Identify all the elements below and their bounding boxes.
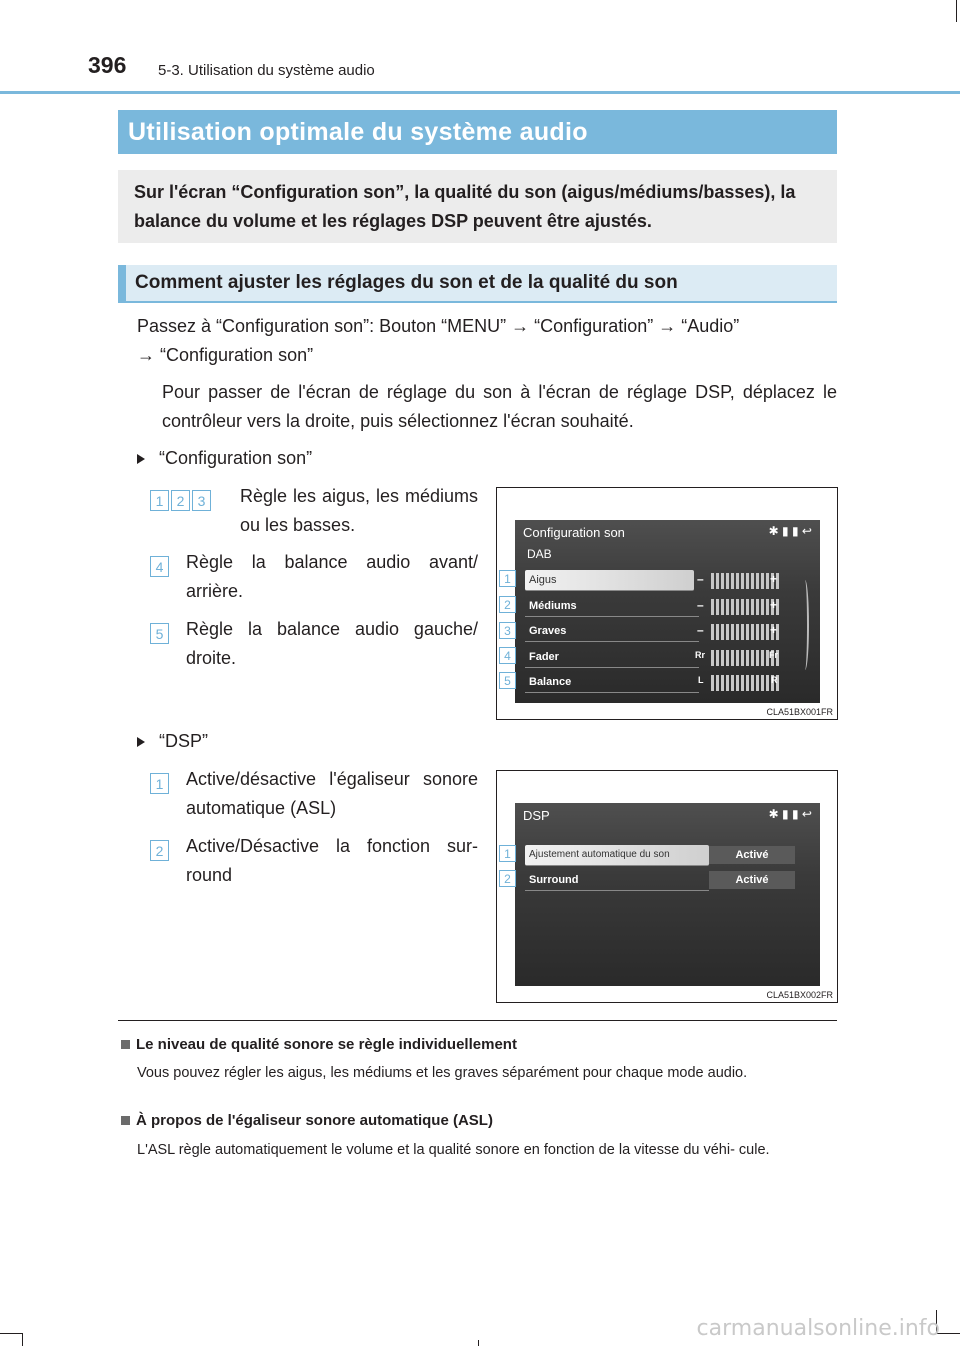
slider-mediums[interactable] xyxy=(711,599,779,615)
row-label: Surround xyxy=(529,874,579,886)
config-item-text: Règle la balance audio avant/ arrière. xyxy=(186,552,478,601)
dsp-item-text: Active/Désactive la fonction sur- round xyxy=(186,836,478,885)
row-fader[interactable] xyxy=(525,647,699,668)
header-rule xyxy=(0,91,960,94)
notes-divider xyxy=(118,1020,837,1021)
callout-4: 4 xyxy=(499,647,516,664)
screen-title: DSP xyxy=(523,808,550,823)
minus-sign: – xyxy=(697,598,704,612)
rear-sign: Rr xyxy=(695,650,706,660)
config-heading-text: “Configuration son” xyxy=(159,448,313,468)
callout-number: 5 xyxy=(150,623,169,644)
status-icons: ✱ ▮ ▮ ↩ xyxy=(768,524,812,538)
note-1-body: Vous pouvez régler les aigus, les médiums et les graves séparément pour chaque mode audio. xyxy=(137,1065,748,1081)
note-2-body: L'ASL règle automatiquement le volume et la qualité sonore en fonction de la vitesse du véhi- cule. xyxy=(137,1142,770,1158)
crop-mark xyxy=(478,1340,479,1346)
intro-text: Sur l'écran “Configuration son”, la qualité du son (aigus/médiums/basses), la balance du volume et les réglages DSP peuvent être ajustés. xyxy=(134,182,796,231)
figure-dsp xyxy=(496,770,838,1003)
row-surround[interactable] xyxy=(525,870,709,891)
subsection-title-bar xyxy=(118,265,837,303)
triangle-bullet-icon xyxy=(137,454,145,464)
plus-sign: + xyxy=(770,598,778,612)
slider-graves[interactable] xyxy=(711,624,779,640)
status-icons: ✱ ▮ ▮ ↩ xyxy=(768,807,812,821)
note-title-text: Le niveau de qualité sonore se règle individuellement xyxy=(136,1036,517,1053)
front-sign: Fr xyxy=(769,650,778,660)
crop-mark xyxy=(0,1333,22,1334)
callout-2: 2 xyxy=(499,870,516,887)
config-item-text: Règle la balance audio gauche/ droite. xyxy=(186,619,478,668)
row-label: Graves xyxy=(529,625,567,637)
config-heading xyxy=(137,444,312,473)
callout-3: 3 xyxy=(499,622,516,639)
row-auto-adjust[interactable] xyxy=(525,845,709,866)
sound-config-screen xyxy=(515,520,820,703)
note-title-text: À propos de l'égaliseur sonore automatique (ASL) xyxy=(136,1112,493,1129)
subsection-marker xyxy=(118,265,126,303)
nav-line-1: Passez à “Configuration son”: Bouton “MENU” → “Configuration” → “Audio” xyxy=(137,316,740,336)
dsp-screen xyxy=(515,803,820,986)
slider-aigus[interactable] xyxy=(711,573,779,589)
nav-note: Pour passer de l'écran de réglage du son à l'écran de réglage DSP, déplacez le contrôleur vers la droite, puis sélectionnez l'écran souhaité. xyxy=(162,382,837,431)
callout-number: 2 xyxy=(171,490,190,511)
section-title-bar xyxy=(118,110,837,154)
nav-line-2: → “Configuration son” xyxy=(137,345,314,365)
square-bullet-icon xyxy=(121,1040,130,1049)
row-mediums[interactable] xyxy=(525,596,699,617)
row-label: Balance xyxy=(529,676,572,688)
crop-mark xyxy=(22,1333,23,1346)
row-graves[interactable] xyxy=(525,621,699,642)
note-1-title xyxy=(121,1036,517,1053)
plus-sign: + xyxy=(770,623,778,637)
triangle-bullet-icon xyxy=(137,737,145,747)
note-2-title xyxy=(121,1112,493,1129)
callout-1: 1 xyxy=(499,570,516,587)
screen-title: Configuration son xyxy=(523,525,625,540)
callout-number: 1 xyxy=(150,773,169,794)
figure-code: CLA51BX001FR xyxy=(766,707,833,717)
callout-number: 2 xyxy=(150,840,169,861)
row-aigus[interactable] xyxy=(525,570,694,591)
page-number: 396 xyxy=(88,52,127,78)
subsection-title: Comment ajuster les réglages du son et de la qualité du son xyxy=(135,272,678,293)
intro-box xyxy=(118,170,837,243)
callout-number: 4 xyxy=(150,556,169,577)
callout-number: 3 xyxy=(192,490,211,511)
dsp-heading-text: “DSP” xyxy=(159,731,208,751)
plus-sign: + xyxy=(770,572,778,586)
square-bullet-icon xyxy=(121,1116,130,1125)
row-label: Ajustement automatique du son xyxy=(529,849,670,860)
controller-arc-icon xyxy=(801,580,809,670)
slider-balance[interactable] xyxy=(711,675,779,691)
dsp-item-text: Active/désactive l'égaliseur sonore automatique (ASL) xyxy=(186,769,478,818)
minus-sign: – xyxy=(697,572,704,586)
figure-configuration-son xyxy=(496,487,838,720)
row-label: Fader xyxy=(529,651,559,663)
right-sign: R xyxy=(771,675,778,685)
figure-code: CLA51BX002FR xyxy=(766,990,833,1000)
section-title: Utilisation optimale du système audio xyxy=(128,118,588,146)
callout-number: 1 xyxy=(150,490,169,511)
minus-sign: – xyxy=(697,623,704,637)
value-surround[interactable]: Activé xyxy=(709,871,795,889)
left-sign: L xyxy=(698,675,704,685)
chapter-title: 5-3. Utilisation du système audio xyxy=(158,62,375,79)
callout-1: 1 xyxy=(499,845,516,862)
row-balance[interactable] xyxy=(525,672,699,693)
value-auto-adjust[interactable]: Activé xyxy=(709,846,795,864)
footer-watermark: carmanualsonline.info xyxy=(696,1316,940,1341)
row-label: Aigus xyxy=(529,574,557,586)
crop-mark xyxy=(956,0,957,22)
config-item-text: Règle les aigus, les médiums ou les basses. xyxy=(240,486,478,535)
dsp-heading xyxy=(137,727,208,756)
screen-source: DAB xyxy=(527,547,552,561)
row-label: Médiums xyxy=(529,600,577,612)
callout-5: 5 xyxy=(499,672,516,689)
callout-2: 2 xyxy=(499,596,516,613)
